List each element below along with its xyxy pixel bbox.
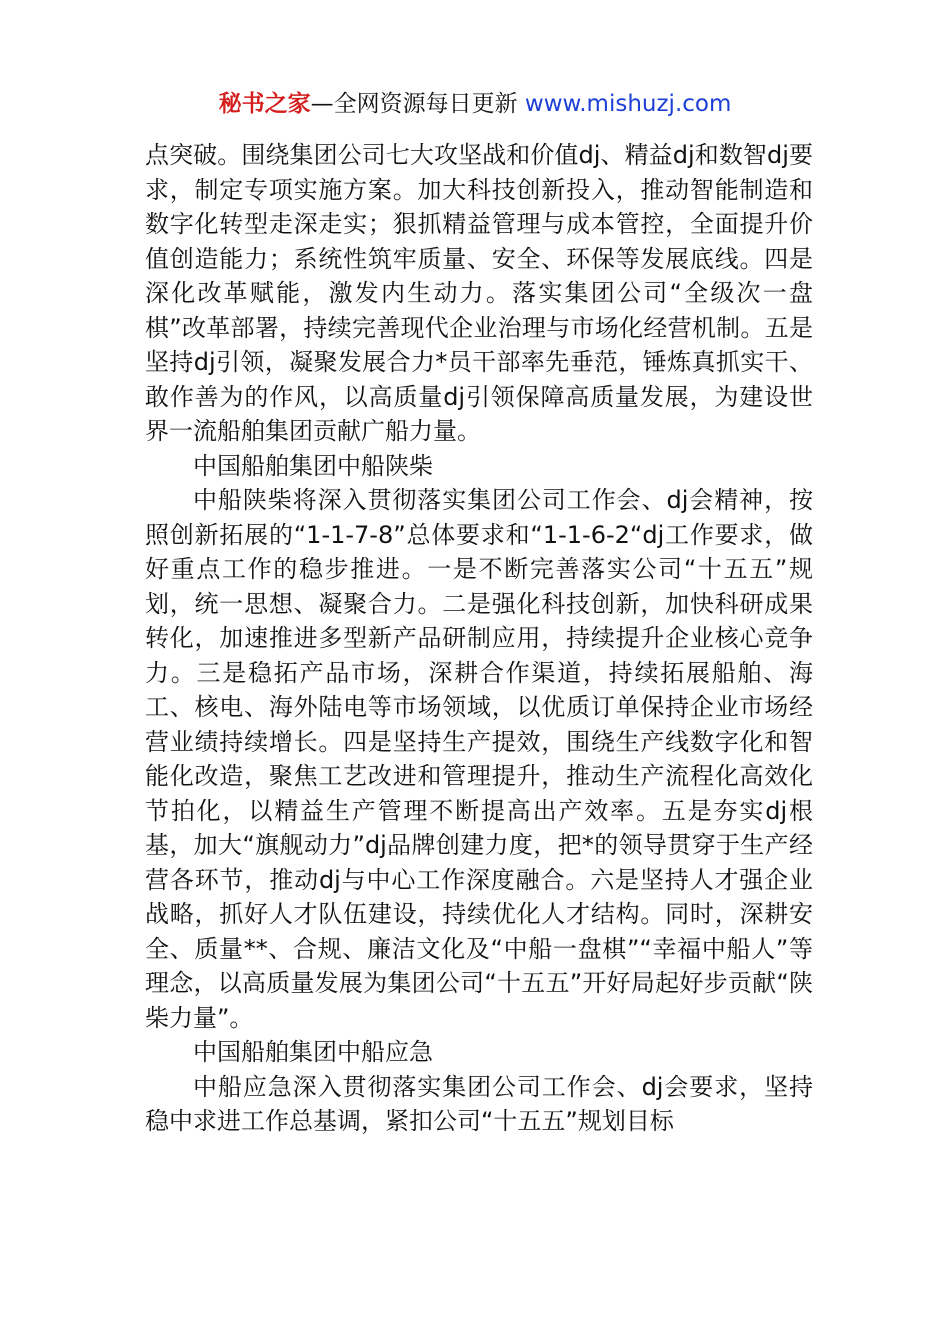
section-heading-shaanchai: 中国船舶集团中船陕柴 <box>193 451 433 480</box>
paragraph-emergency: 中船应急深入贯彻落实集团公司工作会、dj会要求，坚持稳中求进工作总基调，紧扣公司“十五五”规划目标 <box>145 1072 813 1135</box>
site-url-link[interactable]: www.mishuzj.com <box>524 91 732 117</box>
site-header <box>0 86 950 122</box>
brand-name: 秘书之家 <box>218 91 311 117</box>
header-slogan: —全网资源每日更新 <box>310 91 525 117</box>
section-heading-emergency: 中国船舶集团中船应急 <box>193 1038 433 1066</box>
paragraph-shaanchai: 中船陕柴将深入贯彻落实集团公司工作会、dj会精神，按照创新拓展的“1-1-7-8”总体要求和“1-1-6-2“dj工作要求，做好重点工作的稳步推进。一是不断完善落实公司“十五五”规划，统一思想、凝聚合力。二是强化科技创新，加快科研成果转化，加速推进多型新产品研制应用，持续提升企业核心竞争力。三是稳拓产品市场，深耕合作渠道，持续拓展船舶、海工、核电、海外陆电等市场领域，以优质订单保持企业市场经营业绩持续增长。四是坚持生产提效，围绕生产线数字化和智能化改造，聚焦工艺改进和管理提升，推动生产流程化高效化节拍化，以精益生产管理不断提高出产效率。五是夯实dj根基，加大“旗舰动力”dj品牌创建力度，把*的领导贯穿于生产经营各环节，推动dj与中心工作深度融合。六是坚持人才强企业战略，抓好人才队伍建设，持续优化人才结构。同时，深耕安全、质量**、合规、廉洁文化及“中船一盘棋”“幸福中船人”等理念，以高质量发展为集团公司“十五五”开好局起好步贡献“陕柴力量”。 <box>145 486 813 1032</box>
document-body <box>145 138 813 1139</box>
paragraph-continued: 点突破。围绕集团公司七大攻坚战和价值dj、精益dj和数智dj要求，制定专项实施方案。加大科技创新投入，推动智能制造和数字化转型走深走实；狠抓精益管理与成本管控，全面提升价值创造能力；系统性筑牢质量、安全、环保等发展底线。四是深化改革赋能，激发内生动力。落实集团公司“全级次一盘棋”改革部署，持续完善现代企业治理与市场化经营机制。五是坚持dj引领，凝聚发展合力*员干部率先垂范，锤炼真抓实干、敢作善为的作风，以高质量dj引领保障高质量发展，为建设世界一流船舶集团贡献广船力量。 <box>145 141 813 445</box>
